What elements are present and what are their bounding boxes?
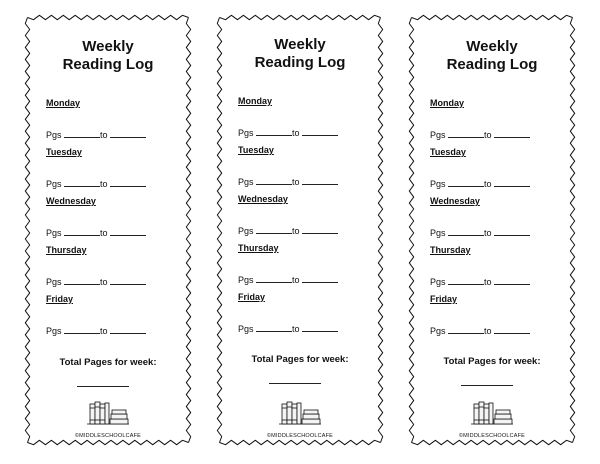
to-label: to bbox=[292, 324, 300, 334]
pages-row-friday bbox=[46, 326, 146, 337]
end-page-blank[interactable] bbox=[494, 130, 530, 138]
start-page-blank[interactable] bbox=[64, 277, 100, 285]
end-page-blank[interactable] bbox=[110, 228, 146, 236]
pages-label: Pgs bbox=[238, 226, 254, 236]
pages-row-tuesday bbox=[430, 179, 530, 190]
title-line-1: Weekly bbox=[466, 38, 518, 55]
start-page-blank[interactable] bbox=[448, 228, 484, 236]
day-monday: Monday bbox=[430, 98, 465, 108]
day-wednesday: Wednesday bbox=[238, 194, 288, 204]
day-friday: Friday bbox=[430, 294, 458, 304]
bookmark-content bbox=[24, 14, 192, 446]
end-page-blank[interactable] bbox=[302, 324, 338, 332]
start-page-blank[interactable] bbox=[64, 130, 100, 138]
day-tuesday: Tuesday bbox=[238, 145, 274, 155]
book-shape-4 bbox=[100, 404, 105, 424]
day-thursday: Thursday bbox=[430, 245, 471, 255]
pages-label: Pgs bbox=[430, 277, 446, 287]
pages-label: Pgs bbox=[46, 179, 62, 189]
day-friday: Friday bbox=[46, 294, 74, 304]
book-shape-5 bbox=[297, 403, 301, 424]
start-page-blank[interactable] bbox=[448, 326, 484, 334]
day-wednesday: Wednesday bbox=[46, 196, 96, 206]
pages-label: Pgs bbox=[46, 277, 62, 287]
total-pages-blank[interactable] bbox=[77, 386, 129, 387]
pages-label: Pgs bbox=[46, 326, 62, 336]
book-shape-3 bbox=[95, 402, 100, 424]
day-tuesday: Tuesday bbox=[430, 147, 466, 157]
pages-row-wednesday bbox=[46, 228, 146, 239]
pages-row-tuesday bbox=[46, 179, 146, 190]
end-page-blank[interactable] bbox=[110, 130, 146, 138]
total-pages-label: Total Pages for week: bbox=[59, 357, 157, 368]
pages-row-thursday bbox=[430, 277, 530, 288]
pages-row-monday bbox=[238, 128, 338, 139]
title-line-1: Weekly bbox=[82, 38, 134, 55]
end-page-blank[interactable] bbox=[302, 275, 338, 283]
end-page-blank[interactable] bbox=[494, 326, 530, 334]
pages-label: Pgs bbox=[238, 324, 254, 334]
copyright-credit: ©MIDDLESCHOOLCAFE bbox=[266, 433, 334, 439]
pages-row-wednesday bbox=[238, 226, 338, 237]
book-shape-5 bbox=[489, 403, 493, 424]
start-page-blank[interactable] bbox=[64, 228, 100, 236]
book-shape-5 bbox=[105, 403, 109, 424]
stack-of-books-icon bbox=[277, 398, 323, 426]
total-pages-label: Total Pages for week: bbox=[443, 356, 541, 367]
end-page-blank[interactable] bbox=[302, 226, 338, 234]
day-monday: Monday bbox=[238, 96, 273, 106]
to-label: to bbox=[292, 177, 300, 187]
start-page-blank[interactable] bbox=[448, 179, 484, 187]
bookmark-2 bbox=[216, 14, 384, 446]
day-thursday: Thursday bbox=[238, 243, 279, 253]
start-page-blank[interactable] bbox=[256, 128, 292, 136]
pages-label: Pgs bbox=[238, 177, 254, 187]
title-line-2: Reading Log bbox=[62, 56, 154, 73]
day-thursday: Thursday bbox=[46, 245, 87, 255]
start-page-blank[interactable] bbox=[448, 130, 484, 138]
book-shape-2 bbox=[474, 404, 479, 424]
pages-row-monday bbox=[46, 130, 146, 141]
book-shape-8 bbox=[304, 410, 318, 414]
bookmark-1 bbox=[24, 14, 192, 446]
book-shape-2 bbox=[90, 404, 95, 424]
bookmark-3 bbox=[408, 14, 576, 446]
total-pages-blank[interactable] bbox=[461, 385, 513, 386]
pages-label: Pgs bbox=[46, 228, 62, 238]
pages-label: Pgs bbox=[430, 130, 446, 140]
book-shape-7 bbox=[111, 414, 127, 419]
pages-row-wednesday bbox=[430, 228, 530, 239]
end-page-blank[interactable] bbox=[494, 277, 530, 285]
end-page-blank[interactable] bbox=[110, 326, 146, 334]
to-label: to bbox=[292, 226, 300, 236]
end-page-blank[interactable] bbox=[110, 179, 146, 187]
copyright-credit: ©MIDDLESCHOOLCAFE bbox=[74, 433, 142, 439]
end-page-blank[interactable] bbox=[302, 177, 338, 185]
to-label: to bbox=[484, 277, 492, 287]
end-page-blank[interactable] bbox=[494, 228, 530, 236]
book-shape-8 bbox=[112, 410, 126, 414]
to-label: to bbox=[292, 128, 300, 138]
bookmark-content bbox=[216, 14, 384, 446]
pages-label: Pgs bbox=[430, 326, 446, 336]
start-page-blank[interactable] bbox=[256, 275, 292, 283]
pages-label: Pgs bbox=[430, 179, 446, 189]
pages-row-friday bbox=[430, 326, 530, 337]
title-line-2: Reading Log bbox=[254, 54, 346, 71]
pages-label: Pgs bbox=[430, 228, 446, 238]
book-shape-6 bbox=[302, 419, 320, 424]
book-shape-7 bbox=[495, 414, 511, 419]
pages-row-friday bbox=[238, 324, 338, 335]
to-label: to bbox=[292, 275, 300, 285]
title-line-1: Weekly bbox=[274, 36, 326, 53]
book-shape-4 bbox=[292, 404, 297, 424]
total-pages-blank[interactable] bbox=[269, 383, 321, 384]
pages-row-monday bbox=[430, 130, 530, 141]
pages-label: Pgs bbox=[238, 128, 254, 138]
stack-of-books-icon bbox=[469, 398, 515, 426]
to-label: to bbox=[484, 179, 492, 189]
start-page-blank[interactable] bbox=[64, 326, 100, 334]
book-shape-2 bbox=[282, 404, 287, 424]
day-wednesday: Wednesday bbox=[430, 196, 480, 206]
start-page-blank[interactable] bbox=[256, 324, 292, 332]
stack-of-books-icon bbox=[85, 398, 131, 426]
end-page-blank[interactable] bbox=[302, 128, 338, 136]
pages-row-thursday bbox=[238, 275, 338, 286]
to-label: to bbox=[100, 277, 108, 287]
pages-label: Pgs bbox=[238, 275, 254, 285]
to-label: to bbox=[100, 130, 108, 140]
day-monday: Monday bbox=[46, 98, 81, 108]
book-shape-3 bbox=[479, 402, 484, 424]
to-label: to bbox=[484, 130, 492, 140]
start-page-blank[interactable] bbox=[256, 226, 292, 234]
start-page-blank[interactable] bbox=[448, 277, 484, 285]
day-friday: Friday bbox=[238, 292, 266, 302]
day-tuesday: Tuesday bbox=[46, 147, 82, 157]
start-page-blank[interactable] bbox=[256, 177, 292, 185]
bookmark-content bbox=[408, 14, 576, 446]
to-label: to bbox=[100, 228, 108, 238]
book-shape-8 bbox=[496, 410, 510, 414]
copyright-credit: ©MIDDLESCHOOLCAFE bbox=[458, 433, 526, 439]
end-page-blank[interactable] bbox=[110, 277, 146, 285]
book-shape-7 bbox=[303, 414, 319, 419]
book-shape-6 bbox=[494, 419, 512, 424]
to-label: to bbox=[100, 326, 108, 336]
book-shape-4 bbox=[484, 404, 489, 424]
end-page-blank[interactable] bbox=[494, 179, 530, 187]
to-label: to bbox=[100, 179, 108, 189]
pages-row-tuesday bbox=[238, 177, 338, 188]
title-line-2: Reading Log bbox=[446, 56, 538, 73]
book-shape-6 bbox=[110, 419, 128, 424]
to-label: to bbox=[484, 326, 492, 336]
total-pages-label: Total Pages for week: bbox=[251, 354, 349, 365]
to-label: to bbox=[484, 228, 492, 238]
pages-label: Pgs bbox=[46, 130, 62, 140]
book-shape-3 bbox=[287, 402, 292, 424]
pages-row-thursday bbox=[46, 277, 146, 288]
start-page-blank[interactable] bbox=[64, 179, 100, 187]
